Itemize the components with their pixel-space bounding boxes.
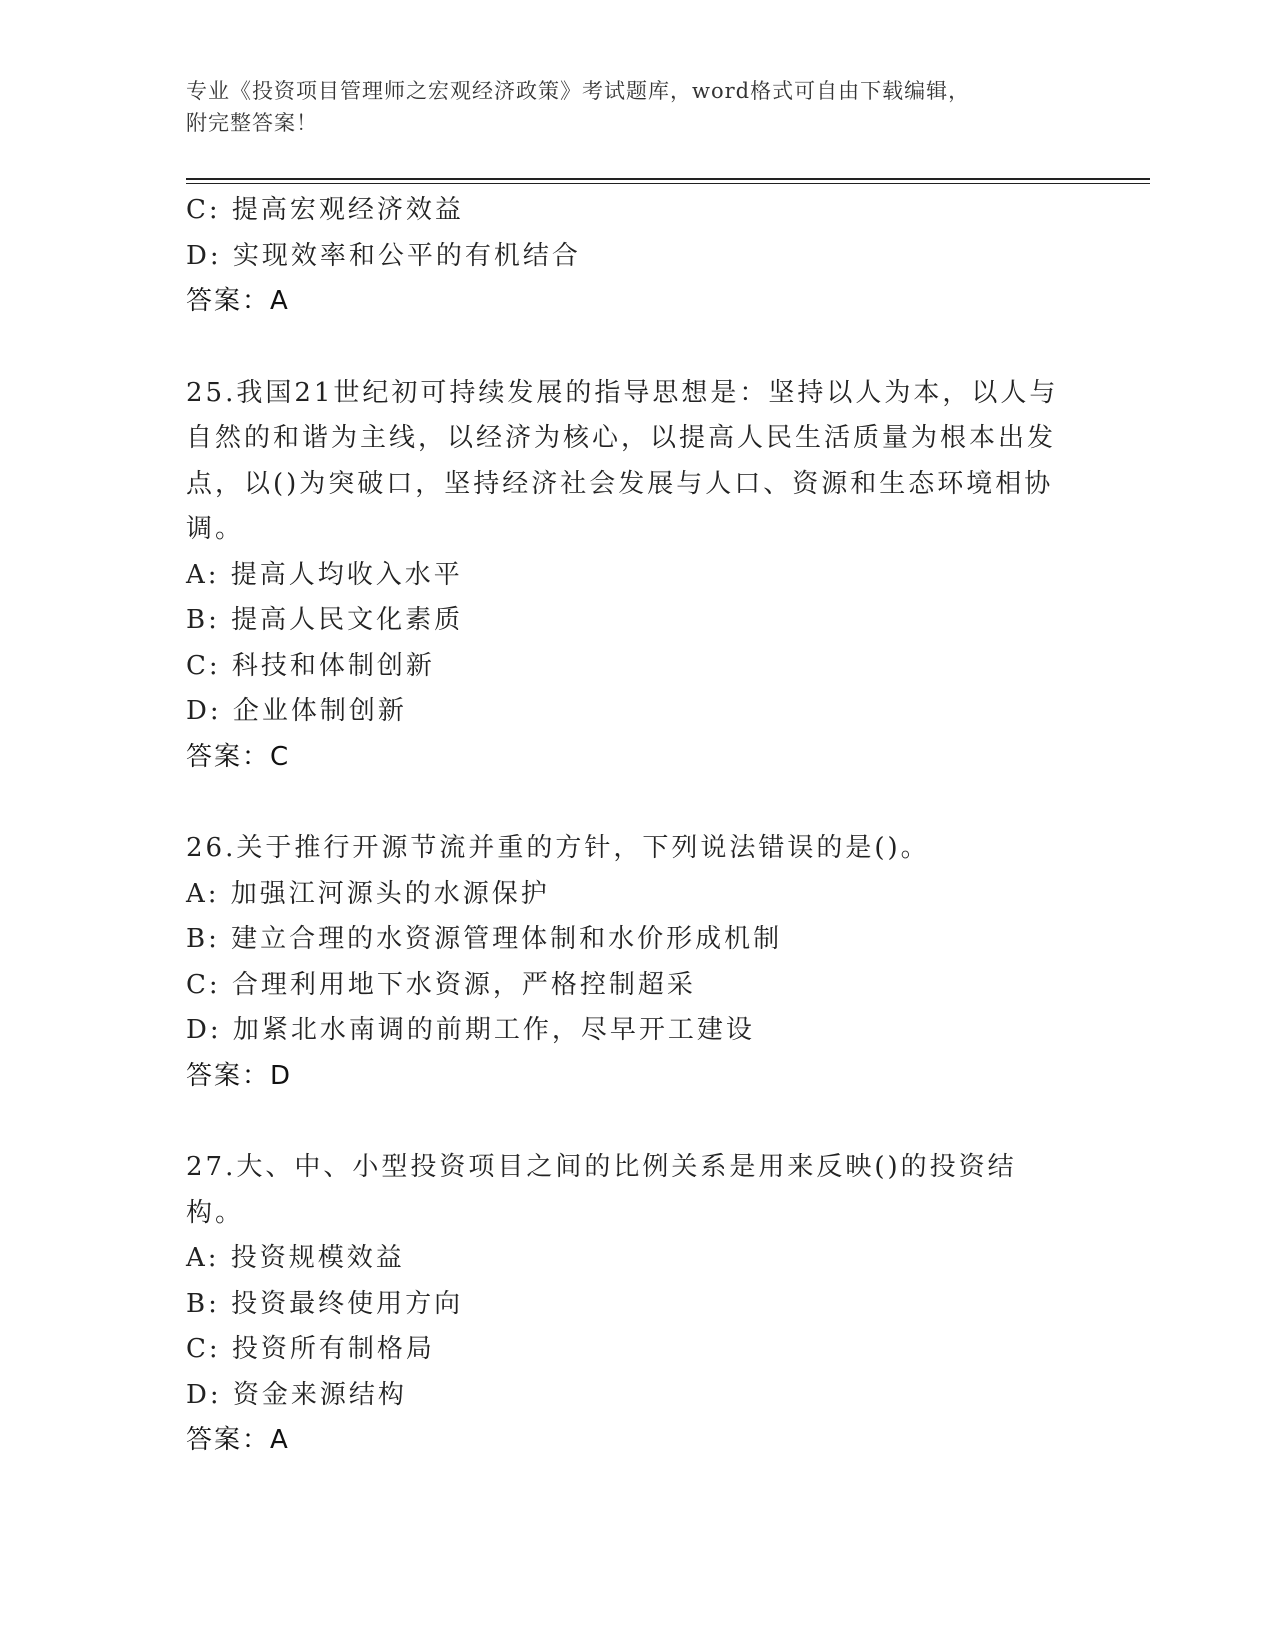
spacer <box>186 780 1066 826</box>
option-b: B: 投资最终使用方向 <box>186 1288 464 1319</box>
option-c: C: 合理利用地下水资源，严格控制超采 <box>186 969 696 1000</box>
option-a: A: 投资规模效益 <box>186 1243 405 1273</box>
header-line-2: 附完整答案！ <box>186 111 318 135</box>
spacer <box>186 325 1066 371</box>
header-line-1: 专业《投资项目管理师之宏观经济政策》考试题库，word格式可自由下载编辑， <box>186 79 971 103</box>
question-25 <box>186 371 1066 781</box>
answer-line: 答案：C <box>186 741 291 772</box>
question-26 <box>186 826 1066 1099</box>
document-header <box>186 75 1146 139</box>
answer-line: 答案：A <box>186 1425 290 1455</box>
option-b: B: 建立合理的水资源管理体制和水价形成机制 <box>186 924 783 954</box>
answer-line: 答案：D <box>186 1060 293 1091</box>
spacer <box>186 1099 1066 1145</box>
option-d: D: 资金来源结构 <box>186 1379 407 1410</box>
question-content <box>186 188 1066 1464</box>
question-27 <box>186 1145 1066 1464</box>
option-a: A: 提高人均收入水平 <box>186 559 463 590</box>
question-stem: 27.大、中、小型投资项目之间的比例关系是用来反映()的投资结构。 <box>186 1152 1017 1228</box>
header-divider-thin <box>186 183 1150 184</box>
option-c: C: 提高宏观经济效益 <box>186 195 464 225</box>
option-b: B: 提高人民文化素质 <box>186 605 464 635</box>
question-stem: 26.关于推行开源节流并重的方针，下列说法错误的是()。 <box>186 833 930 863</box>
question-stem: 25.我国21世纪初可持续发展的指导思想是：坚持以人为本，以人与自然的和谐为主线，以经济为核心，以提高人民生活质量为根本出发点，以()为突破口，坚持经济社会发展与人口、资源和生态环境相协调。 <box>186 377 1059 544</box>
answer-line: 答案：A <box>186 286 290 316</box>
option-c: C: 投资所有制格局 <box>186 1334 435 1364</box>
question-24-tail <box>186 188 1066 325</box>
option-d: D: 加紧北水南调的前期工作，尽早开工建设 <box>186 1015 755 1045</box>
option-a: A: 加强江河源头的水源保护 <box>186 878 550 909</box>
option-d: D: 企业体制创新 <box>186 696 407 726</box>
header-divider-thick <box>186 178 1150 180</box>
option-d: D: 实现效率和公平的有机结合 <box>186 240 581 271</box>
option-c: C: 科技和体制创新 <box>186 650 435 681</box>
